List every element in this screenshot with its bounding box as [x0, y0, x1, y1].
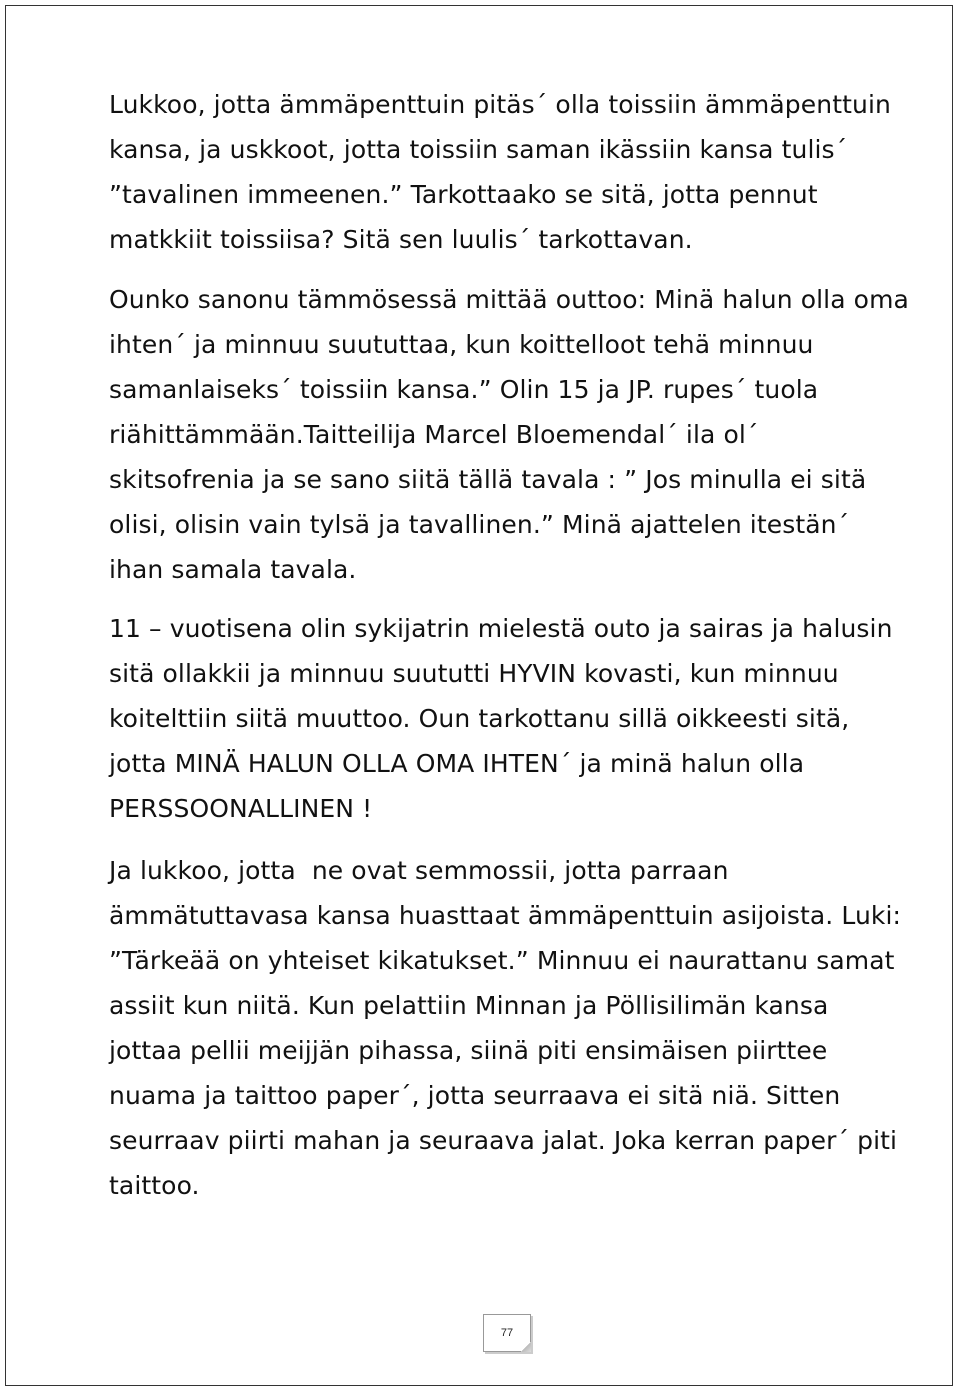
paragraph-1: Lukkoo, jotta ämmäpenttuin pitäs´ olla toissiin ämmäpenttuin kansa, ja uskkoot, jotta toissiin saman ikässiin kansa tulis´ ”tavalinen immeenen.” Tarkottaako se sitä, jotta pennut matkkiit toissiisa? Sitä sen luulis´ tarkottavan. — [109, 90, 899, 254]
page-number-box — [483, 1314, 531, 1352]
document-body — [109, 82, 917, 1208]
page-curl-icon — [521, 1342, 531, 1352]
paragraph-3: 11 – vuotisena olin sykijatrin mielestä outo ja sairas ja halusin sitä ollakkii ja minnuu suututti HYVIN kovasti, kun minnuu koitelttiin siitä muuttoo. Oun tarkottanu sillä oikkeesti sitä, jotta MINÄ HALUN OLLA OMA IHTEN´ ja minä halun olla PERSSOONALLINEN ! — [109, 614, 901, 823]
paragraph-2: Ounko sanonu tämmösessä mittää outtoo: Minä halun olla oma ihten´ ja minnuu suututtaa, kun koittelloot tehä minnuu samanlaiseks´ toissiin kansa.” Olin 15 ja JP. rupes´ tuola riähittämmään.Taitteilija Marcel Bloemendal´ ila ol´ skitsofrenia ja se sano siitä tällä tavala : ” Jos minulla ei sitä olisi, olisin vain tylsä ja tavallinen.” Minä ajattelen itestän´ ihan samala tavala. — [109, 285, 917, 584]
paragraph-4: Ja lukkoo, jotta ne ovat semmossii, jotta parraan ämmätuttavasa kansa huasttaat ämmäpenttuin asijoista. Luki: ”Tärkeää on yhteiset kikatukset.” Minnuu ei naurattanu samat assiit kun niitä. Kun pelattiin Minnan ja Pöllisilimän kansa jottaa pellii meijjän pihassa, siinä piti ensimäisen piirttee nuama ja taittoo paper´, jotta seurraava ei sitä niä. Sitten seurraav piirti mahan ja seuraava jalat. Joka kerran paper´ piti taittoo. — [109, 856, 910, 1200]
page-number: 77 — [500, 1327, 514, 1339]
